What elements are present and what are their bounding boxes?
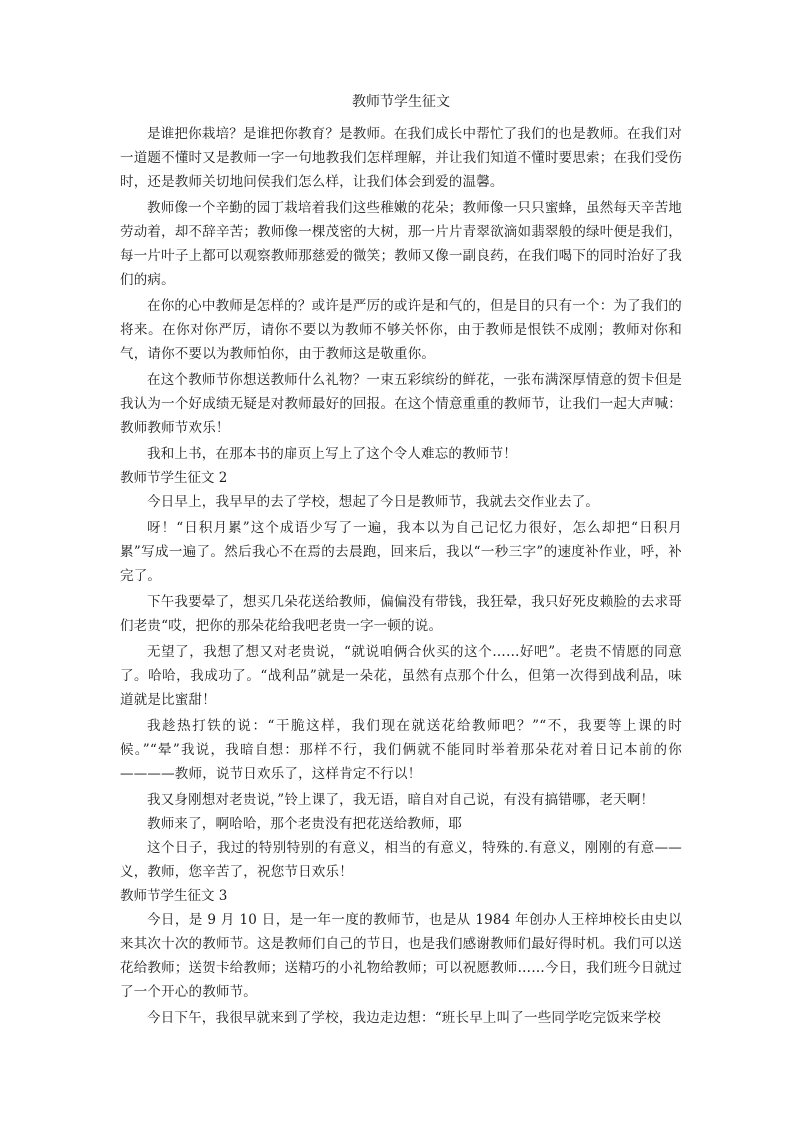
paragraph: 教师像一个辛勤的园丁栽培着我们这些稚嫩的花朵；教师像一只只蜜蜂，虽然每天辛苦地劳动着，却不辞辛苦；教师像一棵茂密的大树，那一片片青翠欲滴如翡翠般的绿叶便是我们，每一片叶子上都可以观察教师那慈爱的微笑；教师又像一副良药，在我们喝下的同时治好了我们的病。 [120,200,682,288]
paragraph: 在你的心中教师是怎样的？或许是严厉的或许是和气的，但是目的只有一个：为了我们的将来。在你对你严厉，请你不要以为教师不够关怀你，由于教师是恨铁不成刚；教师对你和气，请你不要以为教师怕你，由于教师这是敬重你。 [120,298,682,362]
paragraph: 是谁把你栽培？是谁把你教育？是教师。在我们成长中帮忙了我们的也是教师。在我们对一道题不懂时又是教师一字一句地教我们怎样理解，并让我们知道不懂时要思索；在我们受伤时，还是教师关切地问侯我们怎么样，让我们体会到爱的温馨。 [120,126,682,190]
paragraph: 我和上书，在那本书的扉页上写上了这个令人难忘的教师节！ [147,446,517,462]
document-title: 教师节学生征文 [352,94,450,110]
paragraph: 下午我要晕了，想买几朵花送给教师，偏偏没有带钱，我狂晕，我只好死皮赖脸的去求哥们老贵“哎，把你的那朵花给我吧老贵一字一顿的说。 [120,594,682,634]
document-page [120,92,682,1030]
paragraph: 呀！“日积月累”这个成语少写了一遍，我本以为自己记忆力很好，怎么却把“日积月累”写成一遍了。然后我心不在焉的去晨跑，回来后，我以“一秒三字”的速度补作业，呼，补完了。 [120,520,682,584]
paragraph: 我又身刚想对老贵说，”铃上课了，我无语，暗自对自己说，有没有搞错哪，老天啊！ [147,792,655,808]
paragraph: 教师来了，啊哈哈，那个老贵没有把花送给教师，耶 [147,816,463,832]
paragraph: 无望了，我想了想又对老贵说，“就说咱俩合伙买的这个……好吧”。老贵不情愿的同意了。哈哈，我成功了。“战利品”就是一朵花，虽然有点那个什么，但第一次得到战利品，味道就是比蜜甜！ [120,644,682,708]
section-heading-3: 教师节学生征文 3 [120,888,228,904]
paragraph: 这个日子，我过的特别特别的有意义，相当的有意义，特殊的.有意义，刚刚的有意——义，教师，您辛苦了，祝您节日欢乐！ [120,840,682,880]
paragraph: 我趁热打铁的说：“干脆这样，我们现在就送花给教师吧？”“不，我要等上课的时候。”“晕”我说，我暗自想：那样不行，我们俩就不能同时举着那朵花对着日记本前的你————教师，说节日欢乐了，这样肯定不行以！ [120,718,682,782]
paragraph: 在这个教师节你想送教师什么礼物？一束五彩缤纷的鲜花，一张布满深厚情意的贺卡但是我认为一个好成绩无疑是对教师最好的回报。在这个情意重重的教师节，让我们一起大声喊：教师教师节欢乐！ [120,372,682,436]
paragraph: 今日下午，我很早就来到了学校，我边走边想：“班长早上叫了一些同学吃完饭来学校 [147,1010,662,1026]
paragraph: 今日早上，我早早的去了学校，想起了今日是教师节，我就去交作业去了。 [147,494,600,510]
paragraph: 今日，是 9 月 10 日，是一年一度的教师节，也是从 1984 年创办人王梓坤校长由史以来其次十次的教师节。这是教师们自己的节日，也是我们感谢教师们最好得时机。我们可以送花给教师；送贺卡给教师；送精巧的小礼物给教师；可以祝愿教师……今日，我们班今日就过了一个开心的教师节。 [120,912,682,1000]
section-heading-2: 教师节学生征文 2 [120,470,228,486]
